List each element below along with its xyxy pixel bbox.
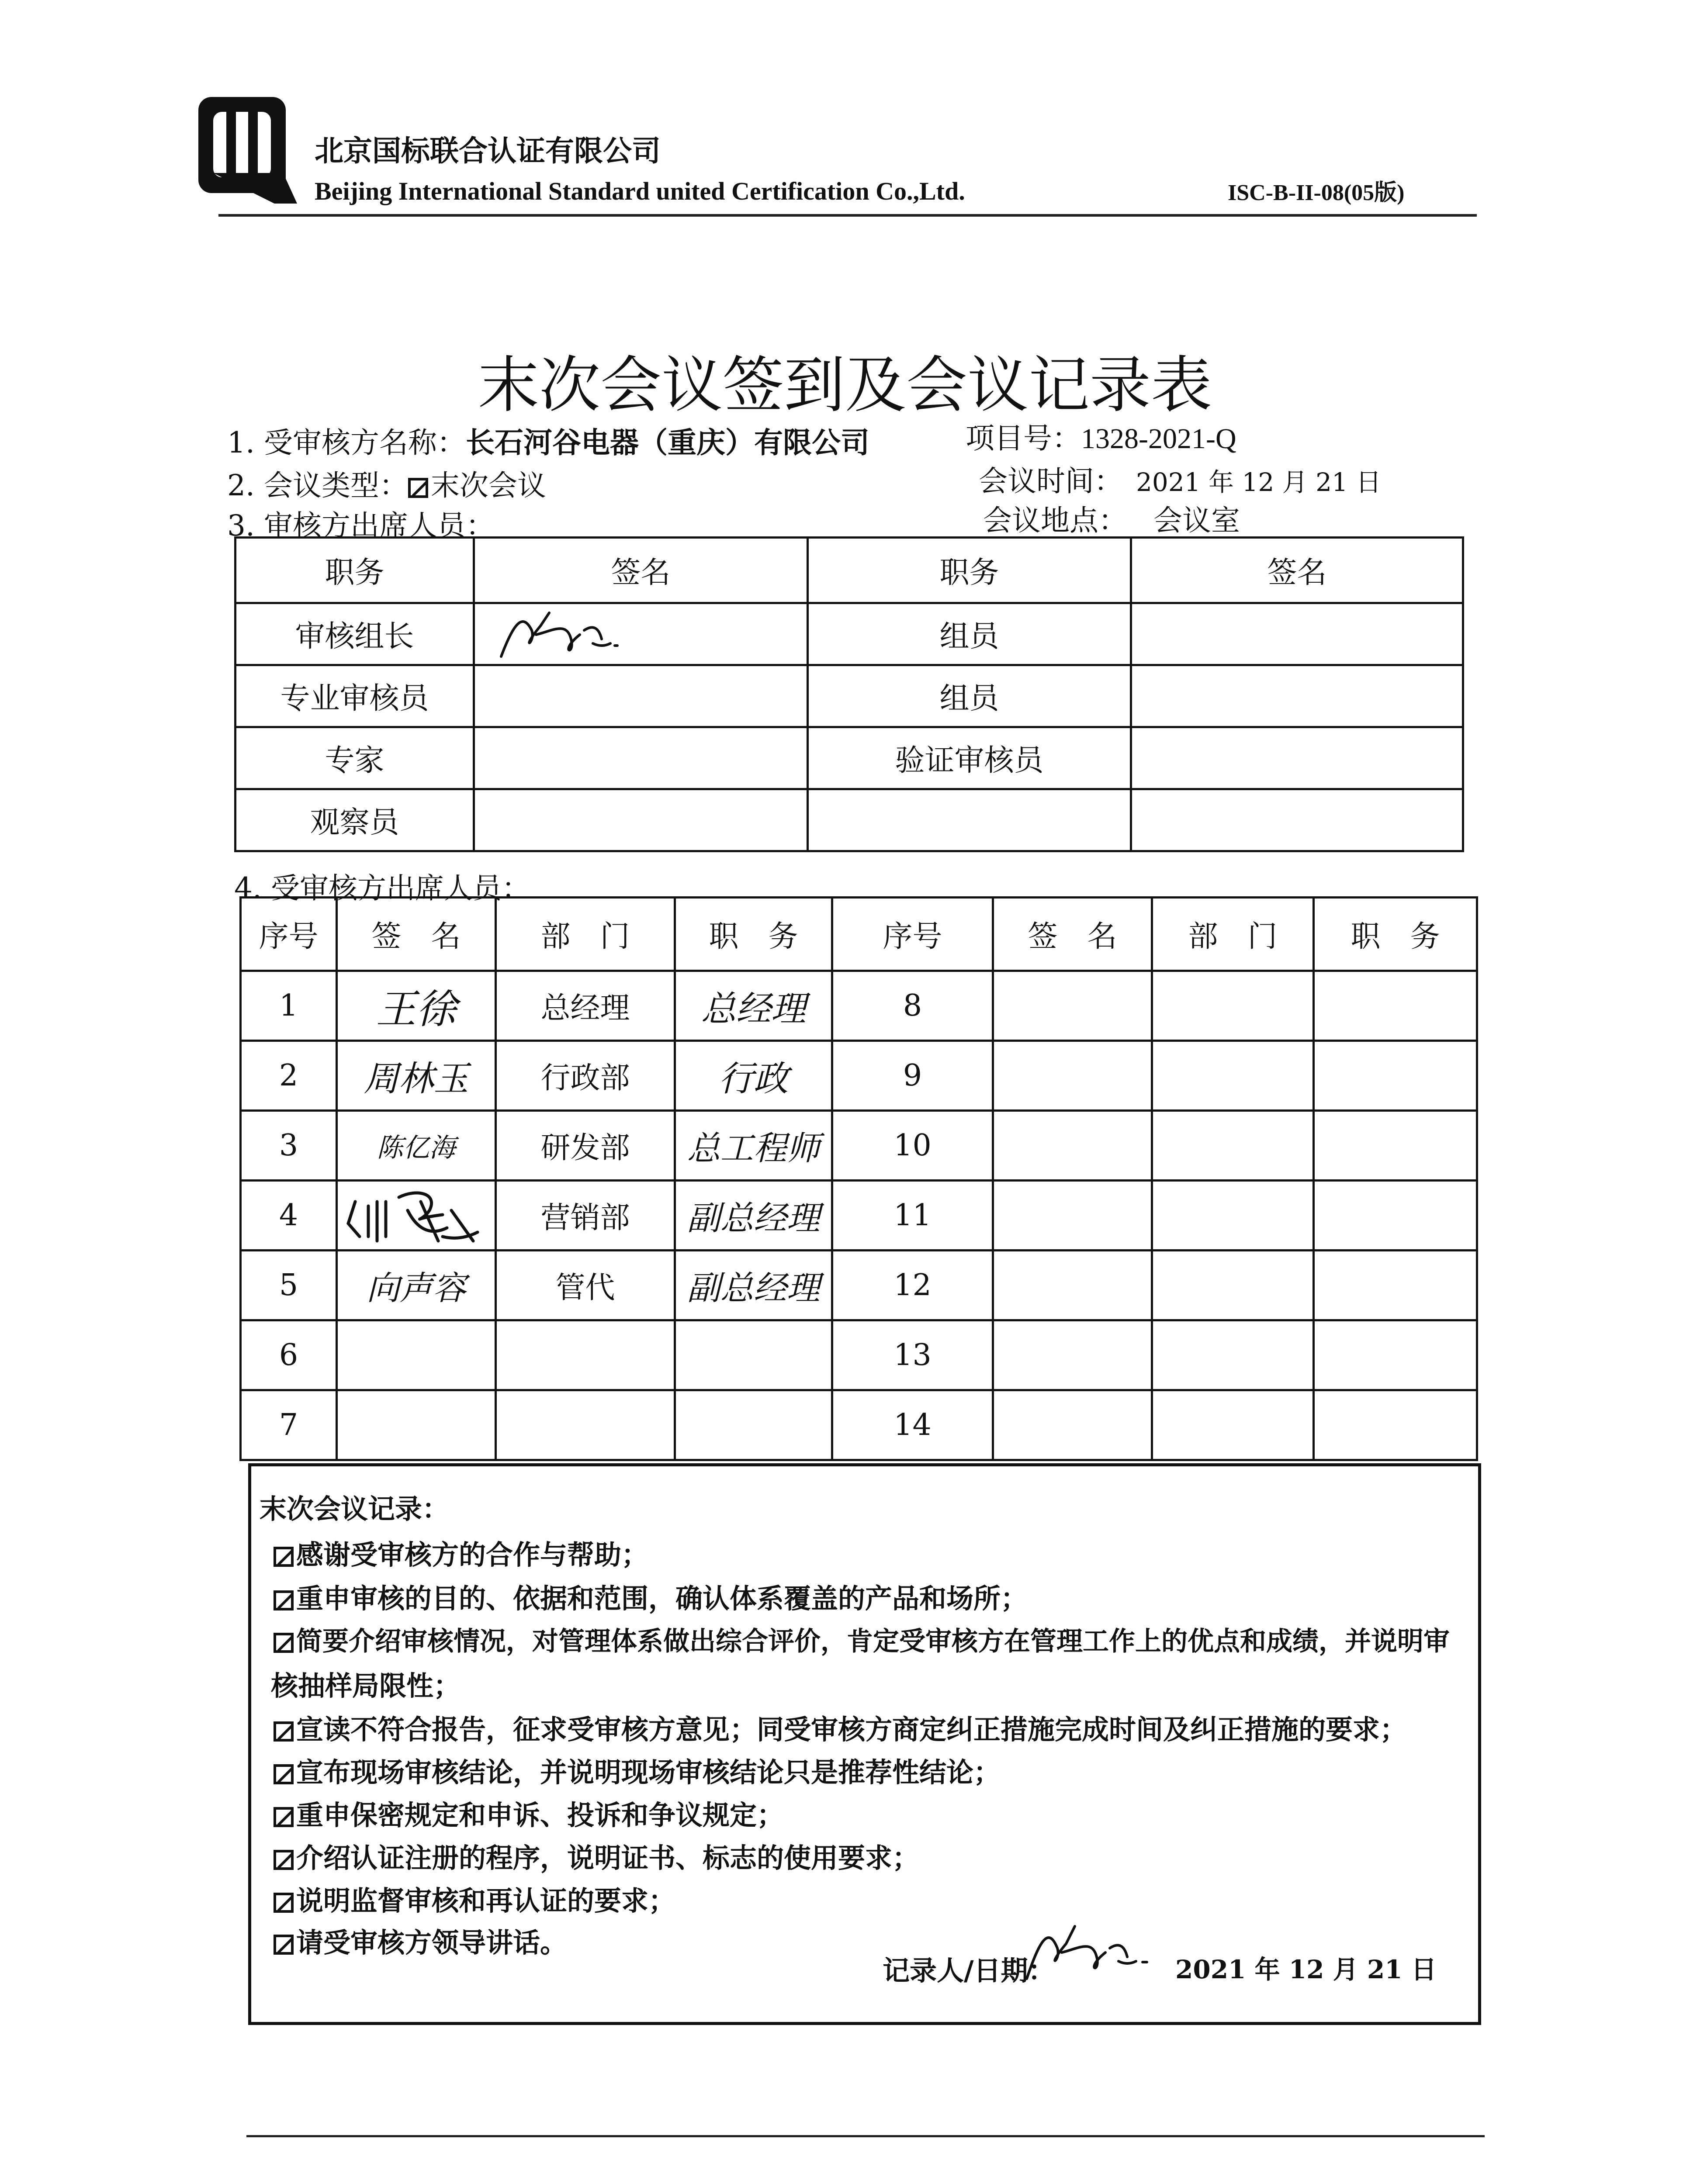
meeting-type-value: 末次会议 [430,469,546,502]
record-item-continuation: 核抽样局限性； [271,1670,461,1702]
meeting-place-value: 会议室 [1153,504,1240,537]
record-item [274,1708,1407,1747]
department-cell [1152,1041,1314,1111]
table-header-row [241,898,1477,971]
auditee-attendees-label: 4. 受审核方出席人员： [234,871,530,905]
handwritten-signature [1018,1913,1158,1992]
table-row [241,1251,1477,1320]
company-name-cn: 北京国标联合认证有限公司 [315,134,661,168]
record-item [274,1751,1001,1790]
record-item-text: 重申保密规定和申诉、投诉和争议规定； [296,1799,784,1831]
project-label: 项目号： [966,422,1081,455]
recorder-label: 记录人/日期： [883,1955,1055,1987]
department-cell [1152,1111,1314,1181]
signature-cell [993,1181,1152,1251]
meeting-place [983,497,1240,539]
project-value: 1328-2021-Q [1081,423,1236,455]
record-item [274,1533,648,1572]
record-item-text: 感谢受审核方的合作与帮助； [296,1539,649,1571]
header-cell: 序号 [832,898,993,971]
signature-cell [1131,603,1463,665]
signature-cell [1131,789,1463,851]
table-header-row [235,538,1463,603]
position-cell [1314,1390,1477,1460]
department-cell: 营销部 [496,1181,675,1251]
role-cell: 观察员 [235,789,474,851]
signature-cell [993,1041,1152,1111]
table-row [241,1041,1477,1111]
signature-cell [337,1320,496,1390]
index-cell: 12 [832,1251,993,1320]
department-cell [1152,1390,1314,1460]
record-item-text: 宣读不符合报告，征求受审核方意见；同受审核方商定纠正措施完成时间及纠正措施的要求； [296,1714,1407,1745]
record-item [274,1621,1450,1658]
index-cell: 9 [832,1041,993,1111]
role-cell: 验证审核员 [808,727,1131,789]
table-row [241,1111,1477,1181]
department-cell: 总经理 [496,971,675,1041]
table-row [235,727,1463,789]
position-cell: 副总经理 [675,1251,832,1320]
form-title: 末次会议签到及会议记录表 [478,350,1212,421]
meeting-type-label: 2. 会议类型： [227,469,408,502]
department-cell [1152,1181,1314,1251]
position-cell [675,1320,832,1390]
table-row [241,1181,1477,1251]
header-cell: 职务 [808,538,1131,603]
department-cell [1152,1251,1314,1320]
signature-cell [1131,665,1463,727]
signature-cell [993,1390,1152,1460]
index-cell: 14 [832,1390,993,1460]
record-item [274,1836,919,1875]
role-cell [808,789,1131,851]
meeting-place-label: 会议地点： [983,504,1127,537]
table-row [235,789,1463,851]
checkbox-checked-icon [274,1893,294,1913]
meeting-time-value: 2021 年 12 月 21 日 [1136,467,1382,497]
project-number [966,415,1236,456]
header-cell: 部 门 [1152,898,1314,971]
meeting-record-title: 末次会议记录： [260,1493,450,1525]
auditor-attendees-label: 3. 审核方出席人员： [227,509,495,543]
signature-cell [993,971,1152,1041]
signature-cell [337,1390,496,1460]
index-cell: 10 [832,1111,993,1181]
department-cell [496,1320,675,1390]
signature-cell [993,1111,1152,1181]
department-cell [1152,971,1314,1041]
position-cell: 行政 [675,1041,832,1111]
position-cell: 副总经理 [675,1181,832,1251]
company-logo [196,94,301,206]
checkbox-checked-icon [408,478,428,498]
signature-cell [474,603,808,665]
position-cell [1314,1041,1477,1111]
index-cell: 4 [241,1181,337,1251]
auditee-name-value: 长石河谷电器（重庆）有限公司 [465,425,869,460]
checkbox-checked-icon [274,1721,294,1742]
position-cell [1314,1111,1477,1181]
meeting-time [979,458,1381,499]
header-cell: 签名 [474,538,808,603]
table-row [235,603,1463,665]
position-cell [1314,1320,1477,1390]
header-cell: 序号 [241,898,337,971]
department-cell: 行政部 [496,1041,675,1111]
role-cell: 专家 [235,727,474,789]
checkbox-checked-icon [274,1590,294,1610]
role-cell: 专业审核员 [235,665,474,727]
index-cell: 11 [832,1181,993,1251]
header-cell: 签 名 [337,898,496,971]
position-cell [675,1390,832,1460]
header-cell: 职 务 [1314,898,1477,971]
signature-cell [474,789,808,851]
table-row [241,971,1477,1041]
record-item [274,1577,1028,1616]
meeting-time-label: 会议时间： [979,464,1123,498]
department-cell [496,1390,675,1460]
signature-cell [993,1320,1152,1390]
record-item-text: 宣布现场审核结论，并说明现场审核结论只是推荐性结论； [296,1756,1001,1788]
table-row [241,1320,1477,1390]
record-item [274,1921,567,1960]
checkbox-checked-icon [274,1547,294,1567]
recorder-date: 2021 年 12 月 21 日 [1175,1955,1437,1984]
index-cell: 1 [241,971,337,1041]
position-cell [1314,971,1477,1041]
index-cell: 2 [241,1041,337,1111]
handwritten-signature: 王徐 [337,971,496,1041]
header-cell: 职务 [235,538,474,603]
record-item-text: 介绍认证注册的程序，说明证书、标志的使用要求； [296,1842,920,1874]
record-item-text: 重申审核的目的、依据和范围，确认体系覆盖的产品和场所； [296,1583,1028,1614]
meeting-type-line [227,462,546,504]
auditor-attendance-table [234,536,1464,852]
checkbox-checked-icon [274,1764,294,1784]
signature-cell [337,1181,496,1251]
signature-cell [993,1251,1152,1320]
checkbox-checked-icon [274,1633,294,1653]
header-cell: 签名 [1131,538,1463,603]
signature-cell [474,665,808,727]
index-cell: 6 [241,1320,337,1390]
role-cell: 组员 [808,603,1131,665]
position-cell [1314,1181,1477,1251]
record-item-text: 请受审核方领导讲话。 [296,1927,568,1959]
handwritten-signature: 陈亿海 [337,1111,496,1181]
auditee-name-label: 1. 受审核方名称： [227,426,466,460]
record-item [274,1794,784,1832]
position-cell: 总工程师 [675,1111,832,1181]
department-cell [1152,1320,1314,1390]
role-cell: 组员 [808,665,1131,727]
auditee-name-line [227,419,869,461]
department-cell: 管代 [496,1251,675,1320]
handwritten-signature [342,1184,491,1250]
table-row [235,665,1463,727]
table-row [241,1390,1477,1460]
handwritten-signature [492,604,632,665]
header-cell: 签 名 [993,898,1152,971]
handwritten-signature: 向声容 [337,1251,496,1320]
document-code: ISC-B-II-08(05版) [1228,180,1405,205]
checkbox-checked-icon [274,1807,294,1827]
index-cell: 8 [832,971,993,1041]
signature-cell [474,727,808,789]
handwritten-signature: 周林玉 [337,1041,496,1111]
signature-cell [1131,727,1463,789]
index-cell: 7 [241,1390,337,1460]
index-cell: 3 [241,1111,337,1181]
header-divider [218,214,1477,217]
company-name-en: Beijing International Standard united Certification Co.,Ltd. [315,177,965,205]
index-cell: 5 [241,1251,337,1320]
record-item [274,1879,675,1918]
auditee-attendance-table [239,896,1478,1461]
checkbox-checked-icon [274,1935,294,1955]
checkbox-checked-icon [274,1850,294,1870]
department-cell: 研发部 [496,1111,675,1181]
header-cell: 部 门 [496,898,675,971]
header-cell: 职 务 [675,898,832,971]
index-cell: 13 [832,1320,993,1390]
record-item-text: 简要介绍审核情况，对管理体系做出综合评价，肯定受审核方在管理工作上的优点和成绩，并说明审 [296,1626,1450,1657]
record-item-text: 说明监督审核和再认证的要求； [296,1885,676,1917]
role-cell: 审核组长 [235,603,474,665]
position-cell [1314,1251,1477,1320]
footer-divider [246,2135,1485,2137]
position-cell: 总经理 [675,971,832,1041]
